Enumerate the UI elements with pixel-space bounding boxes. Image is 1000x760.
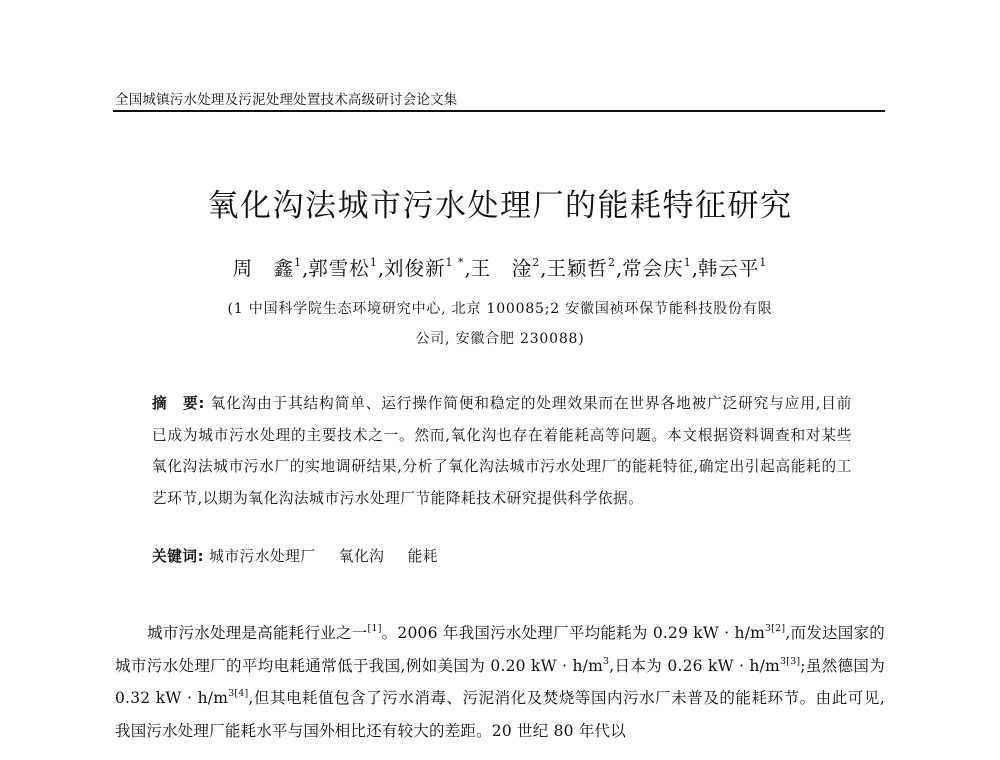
author-name: 周 鑫 — [232, 257, 295, 280]
body-text-run: ;虽然德国为 0.32 kW · h/m — [115, 656, 885, 707]
header-rule — [113, 110, 885, 112]
author-affiliation-mark: 1 * — [445, 256, 465, 269]
body-text-run: ,日本为 0.26 kW · h/m — [609, 656, 780, 675]
body-paragraph — [115, 617, 885, 747]
paper-title: 氧化沟法城市污水处理厂的能耗特征研究 — [207, 188, 793, 224]
author-name: 刘俊新 — [384, 257, 446, 280]
author-affiliation-mark: 1 — [294, 256, 303, 269]
author-name: 王颖哲 — [546, 257, 608, 280]
unit-exponent-citation: 3[3] — [779, 655, 801, 667]
author-affiliation-mark: 1 — [759, 256, 768, 269]
author-affiliation-mark: 2 — [532, 256, 541, 269]
body-text-run: 。2006 年我国污水处理厂平均能耗为 0.29 kW · h/m — [381, 624, 766, 642]
body-text-run: 城市污水处理是高能耗行业之一 — [147, 624, 368, 642]
abstract-text: 氧化沟由于其结构简单、运行操作简便和稳定的处理效果而在世界各地被广泛研究与应用,目前已成为城市污水处理的主要技术之一。然而,氧化沟也存在着能耗高等问题。本文根据资料调查和对某些氧化沟法城市污水厂的实地调研结果,分析了氧化沟法城市污水处理厂的能耗特征,确定出引起高能耗的工艺环节,以期为氧化沟法城市污水处理厂节能降耗技术研究提供科学依据。 — [152, 395, 852, 507]
unit-exponent-citation: 3[4] — [228, 688, 249, 699]
affiliation-line: 公司, 安徽合肥 230088) — [415, 331, 585, 347]
body-text-run: ,但其电耗值包含了污水消毒、污泥消化及焚烧等国内污水厂未普及的能耗环节。由此可见,我国污水处理厂能耗水平与国外相比还有较大的差距。20 世纪 80 年代以 — [115, 689, 886, 740]
affiliation-line: (1 中国科学院生态环境研究中心, 北京 100085;2 安徽国祯环保节能科技股份有限 — [227, 301, 773, 317]
abstract-label: 摘 要: — [152, 395, 205, 412]
author-affiliation-mark: 1 — [683, 256, 692, 269]
author-list: 周 鑫$^1$,郭雪松$^1$,刘俊新$^{1 *}$,王 淦$^2$,王颖哲$^2$,常会庆$^1$,韩云平$^1$ — [232, 256, 768, 280]
unit-exponent-citation: 3[2] — [765, 623, 786, 634]
author-affiliation-mark: 2 — [607, 256, 616, 269]
keyword: 氧化沟 — [338, 548, 385, 565]
author-name: 常会庆 — [622, 257, 684, 280]
keyword: 能耗 — [407, 548, 439, 565]
keyword: 城市污水处理厂 — [209, 548, 316, 565]
author-name: 韩云平 — [697, 257, 760, 280]
author-name: 郭雪松 — [308, 257, 370, 280]
unit-exponent: 3 — [602, 655, 610, 667]
body-text-run: ,而发达国家的城市污水处理厂的平均电耗通常低于我国,例如美国为 0.20 kW · h/m — [115, 624, 885, 675]
citation-ref: [1] — [367, 623, 382, 634]
keywords-label: 关键词: — [152, 548, 205, 565]
author-affiliation-mark: 1 — [369, 256, 378, 269]
keywords — [152, 545, 852, 566]
running-header: 全国城镇污水处理及污泥处理处置技术高级研讨会论文集 — [115, 92, 458, 108]
abstract — [152, 388, 852, 514]
author-name: 王 淦 — [470, 257, 533, 280]
